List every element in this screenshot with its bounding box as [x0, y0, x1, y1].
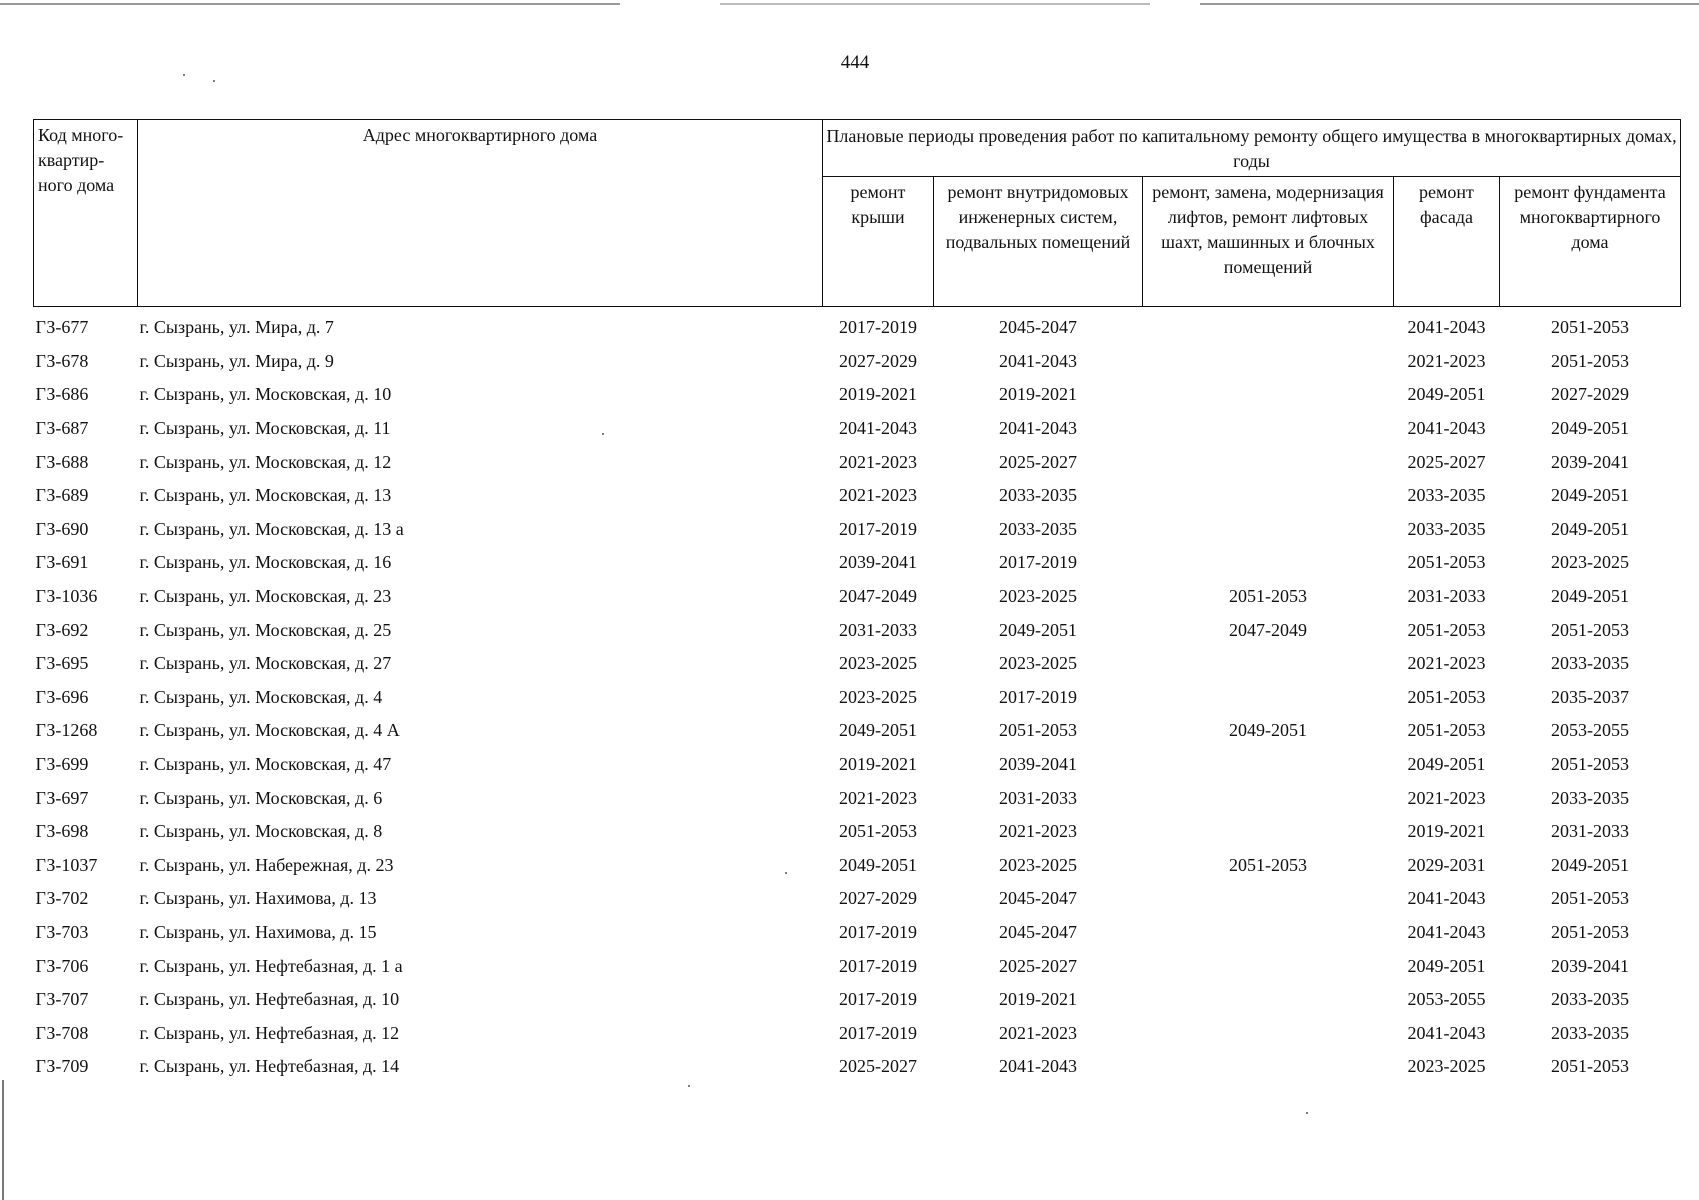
- table-row: [34, 546, 1681, 580]
- table-row: [34, 1016, 1681, 1050]
- capital-repair-table: [33, 119, 1681, 1084]
- row-roof-period: 2051-2053: [839, 821, 917, 842]
- table-row: [34, 307, 1681, 345]
- row-address: г. Сызрань, ул. Московская, д. 6: [139, 787, 383, 808]
- row-address: г. Сызрань, ул. Московская, д. 4: [139, 686, 383, 707]
- row-facade-period: 2033-2035: [1407, 485, 1486, 506]
- row-code: ГЗ-702: [35, 888, 89, 909]
- row-foundation-period: 2051-2053: [1551, 350, 1629, 371]
- row-facade-period: 2051-2053: [1407, 552, 1486, 573]
- row-code: ГЗ-706: [35, 955, 89, 976]
- row-elevators-period: [1143, 748, 1394, 782]
- row-foundation-period: 2051-2053: [1551, 619, 1629, 640]
- row-foundation-period: 2051-2053: [1551, 921, 1629, 942]
- row-foundation-period: 2035-2037: [1551, 686, 1629, 707]
- row-elevators-period: [1143, 345, 1394, 379]
- row-foundation-period: 2051-2053: [1551, 888, 1629, 909]
- row-engineering-period: 2021-2023: [999, 1022, 1077, 1043]
- row-roof-period: 2031-2033: [839, 619, 917, 640]
- table-row: [34, 949, 1681, 983]
- row-code: ГЗ-688: [35, 451, 89, 472]
- page-number: 444: [840, 52, 870, 73]
- row-foundation-period: 2033-2035: [1551, 787, 1629, 808]
- row-facade-period: 2041-2043: [1407, 888, 1486, 909]
- header-roof: ремонт крыши: [823, 177, 934, 307]
- header-facade: ремонт фасада: [1394, 177, 1500, 307]
- row-roof-period: 2017-2019: [839, 518, 917, 539]
- row-address: г. Сызрань, ул. Нефтебазная, д. 14: [139, 1056, 400, 1077]
- row-roof-period: 2017-2019: [839, 955, 917, 976]
- table-row: [34, 345, 1681, 379]
- table-row: [34, 412, 1681, 446]
- row-roof-period: 2041-2043: [839, 418, 917, 439]
- row-elevators-period: 2051-2053: [1229, 854, 1307, 875]
- row-foundation-period: 2039-2041: [1551, 451, 1629, 472]
- row-code: ГЗ-697: [35, 787, 89, 808]
- table-row: [34, 479, 1681, 513]
- row-engineering-period: 2045-2047: [999, 921, 1077, 942]
- row-elevators-period: [1143, 983, 1394, 1017]
- row-roof-period: 2049-2051: [839, 720, 917, 741]
- row-address: г. Сызрань, ул. Московская, д. 10: [139, 384, 392, 405]
- table-row: [34, 882, 1681, 916]
- scan-edge-left: [2, 1080, 4, 1200]
- header-elevators: ремонт, замена, модернизация лифтов, ремонт лифтовых шахт, машинных и блочных помещений: [1143, 177, 1394, 307]
- row-code: ГЗ-692: [35, 619, 89, 640]
- table-row: [34, 613, 1681, 647]
- row-elevators-period: [1143, 681, 1394, 715]
- row-elevators-period: [1143, 307, 1394, 345]
- row-code: ГЗ-686: [35, 384, 89, 405]
- row-foundation-period: 2049-2051: [1551, 586, 1629, 607]
- row-code: ГЗ-1037: [35, 854, 98, 875]
- row-engineering-period: 2019-2021: [999, 384, 1077, 405]
- row-elevators-period: [1143, 815, 1394, 849]
- row-roof-period: 2021-2023: [839, 787, 917, 808]
- row-address: г. Сызрань, ул. Нефтебазная, д. 12: [139, 1022, 400, 1043]
- row-facade-period: 2021-2023: [1407, 350, 1486, 371]
- table-row: [34, 714, 1681, 748]
- table-row: [34, 916, 1681, 950]
- row-address: г. Сызрань, ул. Московская, д. 16: [139, 552, 392, 573]
- row-elevators-period: [1143, 882, 1394, 916]
- row-foundation-period: 2049-2051: [1551, 485, 1629, 506]
- table-row: [34, 1050, 1681, 1084]
- row-elevators-period: 2049-2051: [1229, 720, 1307, 741]
- table-row: [34, 378, 1681, 412]
- row-engineering-period: 2033-2035: [999, 485, 1077, 506]
- row-facade-period: 2029-2031: [1407, 854, 1486, 875]
- row-address: г. Сызрань, ул. Московская, д. 27: [139, 653, 392, 674]
- row-engineering-period: 2031-2033: [999, 787, 1077, 808]
- header-address: Адрес многоквартирного дома: [138, 120, 823, 307]
- row-facade-period: 2051-2053: [1407, 619, 1486, 640]
- row-engineering-period: 2023-2025: [999, 653, 1077, 674]
- row-roof-period: 2017-2019: [839, 921, 917, 942]
- row-engineering-period: 2045-2047: [999, 888, 1077, 909]
- row-code: ГЗ-678: [35, 350, 89, 371]
- row-engineering-period: 2023-2025: [999, 854, 1077, 875]
- row-code: ГЗ-687: [35, 418, 89, 439]
- table-row: [34, 681, 1681, 715]
- row-elevators-period: [1143, 949, 1394, 983]
- row-foundation-period: 2027-2029: [1551, 384, 1629, 405]
- header-foundation: ремонт фундамента многоквартирного дома: [1500, 177, 1681, 307]
- row-roof-period: 2017-2019: [839, 989, 917, 1010]
- row-code: ГЗ-703: [35, 921, 89, 942]
- row-elevators-period: [1143, 546, 1394, 580]
- scan-speck: [1306, 1112, 1308, 1114]
- row-engineering-period: 2039-2041: [999, 754, 1077, 775]
- table-row: [34, 580, 1681, 614]
- row-elevators-period: 2051-2053: [1229, 586, 1307, 607]
- row-roof-period: 2023-2025: [839, 686, 917, 707]
- row-facade-period: 2023-2025: [1407, 1056, 1486, 1077]
- row-foundation-period: 2033-2035: [1551, 653, 1629, 674]
- row-foundation-period: 2051-2053: [1551, 1056, 1629, 1077]
- row-elevators-period: [1143, 445, 1394, 479]
- row-engineering-period: 2051-2053: [999, 720, 1077, 741]
- table-row: [34, 983, 1681, 1017]
- row-code: ГЗ-1268: [35, 720, 98, 741]
- table-row: [34, 781, 1681, 815]
- table-row: [34, 513, 1681, 547]
- row-roof-period: 2019-2021: [839, 384, 917, 405]
- row-elevators-period: [1143, 412, 1394, 446]
- row-facade-period: 2025-2027: [1407, 451, 1486, 472]
- row-engineering-period: 2045-2047: [999, 317, 1077, 338]
- row-elevators-period: [1143, 479, 1394, 513]
- row-roof-period: 2027-2029: [839, 888, 917, 909]
- row-facade-period: 2051-2053: [1407, 686, 1486, 707]
- scan-edge-top: [0, 3, 1699, 5]
- row-foundation-period: 2033-2035: [1551, 1022, 1629, 1043]
- row-address: г. Сызрань, ул. Набережная, д. 23: [139, 854, 394, 875]
- row-elevators-period: [1143, 513, 1394, 547]
- row-engineering-period: 2021-2023: [999, 821, 1077, 842]
- row-roof-period: 2019-2021: [839, 754, 917, 775]
- row-code: ГЗ-696: [35, 686, 89, 707]
- row-facade-period: 2019-2021: [1407, 821, 1486, 842]
- row-elevators-period: [1143, 647, 1394, 681]
- row-foundation-period: 2049-2051: [1551, 854, 1629, 875]
- row-code: ГЗ-698: [35, 821, 89, 842]
- row-address: г. Сызрань, ул. Московская, д. 8: [139, 821, 383, 842]
- header-engineering: ремонт внутридомовых инженерных систем, подвальных помещений: [934, 177, 1143, 307]
- row-code: ГЗ-708: [35, 1022, 89, 1043]
- row-engineering-period: 2041-2043: [999, 418, 1077, 439]
- row-facade-period: 2033-2035: [1407, 518, 1486, 539]
- row-roof-period: 2049-2051: [839, 854, 917, 875]
- row-facade-period: 2031-2033: [1407, 586, 1486, 607]
- row-engineering-period: 2041-2043: [999, 350, 1077, 371]
- row-address: г. Сызрань, ул. Московская, д. 4 А: [139, 720, 400, 741]
- scan-speck: [688, 1085, 690, 1087]
- row-address: г. Сызрань, ул. Мира, д. 7: [139, 317, 334, 338]
- row-elevators-period: [1143, 1050, 1394, 1084]
- row-roof-period: 2047-2049: [839, 586, 917, 607]
- row-code: ГЗ-709: [35, 1056, 89, 1077]
- row-engineering-period: 2025-2027: [999, 451, 1077, 472]
- row-facade-period: 2053-2055: [1407, 989, 1486, 1010]
- row-code: ГЗ-707: [35, 989, 89, 1010]
- row-foundation-period: 2023-2025: [1551, 552, 1629, 573]
- scan-speck: [213, 80, 215, 82]
- row-foundation-period: 2033-2035: [1551, 989, 1629, 1010]
- row-foundation-period: 2039-2041: [1551, 955, 1629, 976]
- row-code: ГЗ-699: [35, 754, 89, 775]
- row-roof-period: 2021-2023: [839, 451, 917, 472]
- row-code: ГЗ-691: [35, 552, 89, 573]
- row-code: ГЗ-677: [35, 317, 89, 338]
- row-facade-period: 2049-2051: [1407, 384, 1486, 405]
- row-engineering-period: 2049-2051: [999, 619, 1077, 640]
- row-address: г. Сызрань, ул. Мира, д. 9: [139, 350, 334, 371]
- table-row: [34, 849, 1681, 883]
- row-engineering-period: 2033-2035: [999, 518, 1077, 539]
- table-body: [34, 307, 1681, 1084]
- row-address: г. Сызрань, ул. Московская, д. 23: [139, 586, 392, 607]
- row-facade-period: 2021-2023: [1407, 653, 1486, 674]
- row-elevators-period: [1143, 781, 1394, 815]
- row-facade-period: 2041-2043: [1407, 317, 1486, 338]
- row-address: г. Сызрань, ул. Московская, д. 13: [139, 485, 392, 506]
- row-address: г. Сызрань, ул. Московская, д. 13 а: [139, 518, 404, 539]
- header-code: Код много-квартир-ного дома: [34, 120, 138, 307]
- row-address: г. Сызрань, ул. Нахимова, д. 13: [139, 888, 377, 909]
- row-address: г. Сызрань, ул. Московская, д. 11: [139, 418, 391, 439]
- row-facade-period: 2049-2051: [1407, 754, 1486, 775]
- table-row: [34, 815, 1681, 849]
- row-engineering-period: 2023-2025: [999, 586, 1077, 607]
- row-facade-period: 2041-2043: [1407, 921, 1486, 942]
- row-roof-period: 2027-2029: [839, 350, 917, 371]
- row-foundation-period: 2049-2051: [1551, 418, 1629, 439]
- row-foundation-period: 2049-2051: [1551, 518, 1629, 539]
- row-facade-period: 2049-2051: [1407, 955, 1486, 976]
- row-code: ГЗ-695: [35, 653, 89, 674]
- row-engineering-period: 2041-2043: [999, 1056, 1077, 1077]
- row-engineering-period: 2017-2019: [999, 552, 1077, 573]
- row-facade-period: 2051-2053: [1407, 720, 1486, 741]
- row-address: г. Сызрань, ул. Нефтебазная, д. 10: [139, 989, 400, 1010]
- row-elevators-period: [1143, 1016, 1394, 1050]
- row-code: ГЗ-689: [35, 485, 89, 506]
- row-address: г. Сызрань, ул. Нахимова, д. 15: [139, 921, 377, 942]
- table-row: [34, 748, 1681, 782]
- row-elevators-period: [1143, 378, 1394, 412]
- row-roof-period: 2021-2023: [839, 485, 917, 506]
- row-address: г. Сызрань, ул. Московская, д. 25: [139, 619, 392, 640]
- row-roof-period: 2017-2019: [839, 1022, 917, 1043]
- row-code: ГЗ-1036: [35, 586, 98, 607]
- row-facade-period: 2041-2043: [1407, 1022, 1486, 1043]
- row-engineering-period: 2017-2019: [999, 686, 1077, 707]
- row-foundation-period: 2051-2053: [1551, 754, 1629, 775]
- row-roof-period: 2025-2027: [839, 1056, 917, 1077]
- row-foundation-period: 2051-2053: [1551, 317, 1629, 338]
- scan-speck: [183, 74, 185, 76]
- header-periods: Плановые периоды проведения работ по капитальному ремонту общего имущества в многоквартирных домах, годы: [823, 120, 1681, 177]
- row-roof-period: 2023-2025: [839, 653, 917, 674]
- row-code: ГЗ-690: [35, 518, 89, 539]
- row-elevators-period: 2047-2049: [1229, 619, 1307, 640]
- table-row: [34, 647, 1681, 681]
- row-roof-period: 2017-2019: [839, 317, 917, 338]
- row-foundation-period: 2053-2055: [1551, 720, 1629, 741]
- row-facade-period: 2041-2043: [1407, 418, 1486, 439]
- row-facade-period: 2021-2023: [1407, 787, 1486, 808]
- row-address: г. Сызрань, ул. Нефтебазная, д. 1 а: [139, 955, 403, 976]
- row-engineering-period: 2019-2021: [999, 989, 1077, 1010]
- row-elevators-period: [1143, 916, 1394, 950]
- row-foundation-period: 2031-2033: [1551, 821, 1629, 842]
- row-engineering-period: 2025-2027: [999, 955, 1077, 976]
- row-address: г. Сызрань, ул. Московская, д. 12: [139, 451, 392, 472]
- table-row: [34, 445, 1681, 479]
- row-roof-period: 2039-2041: [839, 552, 917, 573]
- row-address: г. Сызрань, ул. Московская, д. 47: [139, 754, 392, 775]
